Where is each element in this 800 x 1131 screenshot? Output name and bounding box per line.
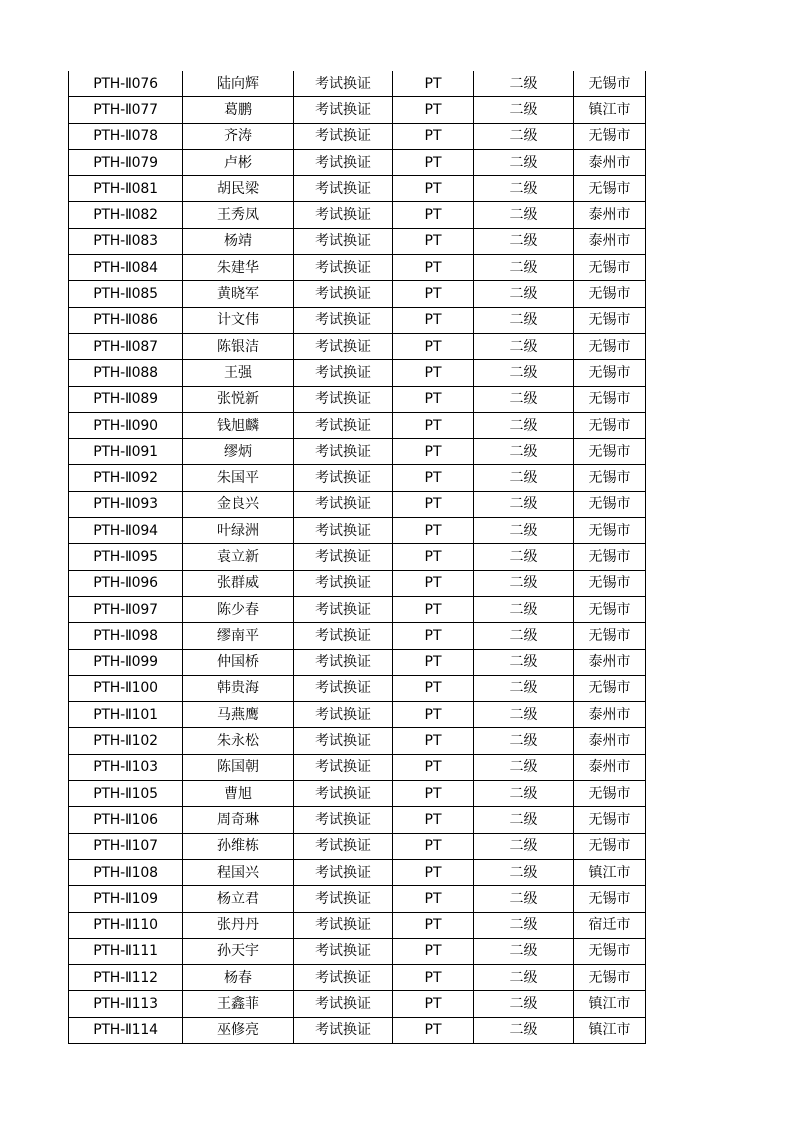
- person-name-cell: 杨立君: [183, 886, 294, 912]
- category-cell: PT: [393, 991, 474, 1017]
- table-row: [69, 491, 646, 517]
- cert-type-cell: 考试换证: [294, 123, 393, 149]
- city-cell: 无锡市: [574, 176, 646, 202]
- cert-type-cell: 考试换证: [294, 281, 393, 307]
- cert-number-cell: PTH-Ⅱ086: [69, 307, 183, 333]
- person-name-cell: 孙天宇: [183, 938, 294, 964]
- category-cell: PT: [393, 623, 474, 649]
- category-cell: PT: [393, 596, 474, 622]
- cert-number-cell: PTH-Ⅱ109: [69, 886, 183, 912]
- table-row: [69, 702, 646, 728]
- level-cell: 二级: [474, 149, 574, 175]
- person-name-cell: 朱建华: [183, 255, 294, 281]
- category-cell: PT: [393, 71, 474, 97]
- cert-type-cell: 考试换证: [294, 938, 393, 964]
- category-cell: PT: [393, 307, 474, 333]
- table-row: [69, 886, 646, 912]
- level-cell: 二级: [474, 702, 574, 728]
- table-row: [69, 728, 646, 754]
- person-name-cell: 陆向辉: [183, 71, 294, 97]
- table-row: [69, 912, 646, 938]
- person-name-cell: 王鑫菲: [183, 991, 294, 1017]
- cert-type-cell: 考试换证: [294, 255, 393, 281]
- person-name-cell: 周奇琳: [183, 807, 294, 833]
- person-name-cell: 齐涛: [183, 123, 294, 149]
- cert-number-cell: PTH-Ⅱ094: [69, 518, 183, 544]
- cert-number-cell: PTH-Ⅱ082: [69, 202, 183, 228]
- table-row: [69, 859, 646, 885]
- category-cell: PT: [393, 386, 474, 412]
- cert-type-cell: 考试换证: [294, 886, 393, 912]
- level-cell: 二级: [474, 255, 574, 281]
- cert-number-cell: PTH-Ⅱ102: [69, 728, 183, 754]
- cert-type-cell: 考试换证: [294, 307, 393, 333]
- category-cell: PT: [393, 491, 474, 517]
- category-cell: PT: [393, 570, 474, 596]
- cert-number-cell: PTH-Ⅱ105: [69, 781, 183, 807]
- table-row: [69, 991, 646, 1017]
- level-cell: 二级: [474, 71, 574, 97]
- level-cell: 二级: [474, 176, 574, 202]
- person-name-cell: 朱永松: [183, 728, 294, 754]
- cert-number-cell: PTH-Ⅱ083: [69, 228, 183, 254]
- cert-type-cell: 考试换证: [294, 518, 393, 544]
- cert-number-cell: PTH-Ⅱ091: [69, 439, 183, 465]
- cert-type-cell: 考试换证: [294, 439, 393, 465]
- cert-type-cell: 考试换证: [294, 149, 393, 175]
- city-cell: 无锡市: [574, 491, 646, 517]
- person-name-cell: 叶绿洲: [183, 518, 294, 544]
- table-row: [69, 255, 646, 281]
- category-cell: PT: [393, 912, 474, 938]
- cert-type-cell: 考试换证: [294, 649, 393, 675]
- cert-type-cell: 考试换证: [294, 386, 393, 412]
- person-name-cell: 杨靖: [183, 228, 294, 254]
- city-cell: 无锡市: [574, 833, 646, 859]
- table-row: [69, 596, 646, 622]
- table-row: [69, 97, 646, 123]
- person-name-cell: 孙维栋: [183, 833, 294, 859]
- level-cell: 二级: [474, 412, 574, 438]
- level-cell: 二级: [474, 938, 574, 964]
- category-cell: PT: [393, 202, 474, 228]
- cert-number-cell: PTH-Ⅱ112: [69, 965, 183, 991]
- cert-number-cell: PTH-Ⅱ096: [69, 570, 183, 596]
- table-row: [69, 360, 646, 386]
- level-cell: 二级: [474, 754, 574, 780]
- person-name-cell: 仲国桥: [183, 649, 294, 675]
- person-name-cell: 计文伟: [183, 307, 294, 333]
- city-cell: 无锡市: [574, 360, 646, 386]
- cert-number-cell: PTH-Ⅱ079: [69, 149, 183, 175]
- cert-number-cell: PTH-Ⅱ106: [69, 807, 183, 833]
- table-row: [69, 544, 646, 570]
- person-name-cell: 金良兴: [183, 491, 294, 517]
- level-cell: 二级: [474, 833, 574, 859]
- city-cell: 无锡市: [574, 518, 646, 544]
- table-row: [69, 176, 646, 202]
- city-cell: 无锡市: [574, 281, 646, 307]
- level-cell: 二级: [474, 1017, 574, 1043]
- category-cell: PT: [393, 176, 474, 202]
- city-cell: 无锡市: [574, 333, 646, 359]
- city-cell: 泰州市: [574, 728, 646, 754]
- person-name-cell: 缪炳: [183, 439, 294, 465]
- category-cell: PT: [393, 807, 474, 833]
- cert-type-cell: 考试换证: [294, 1017, 393, 1043]
- category-cell: PT: [393, 702, 474, 728]
- category-cell: PT: [393, 675, 474, 701]
- city-cell: 宿迁市: [574, 912, 646, 938]
- table-row: [69, 965, 646, 991]
- city-cell: 无锡市: [574, 596, 646, 622]
- cert-number-cell: PTH-Ⅱ090: [69, 412, 183, 438]
- city-cell: 无锡市: [574, 623, 646, 649]
- person-name-cell: 陈国朝: [183, 754, 294, 780]
- category-cell: PT: [393, 544, 474, 570]
- level-cell: 二级: [474, 228, 574, 254]
- category-cell: PT: [393, 281, 474, 307]
- level-cell: 二级: [474, 859, 574, 885]
- cert-number-cell: PTH-Ⅱ095: [69, 544, 183, 570]
- level-cell: 二级: [474, 202, 574, 228]
- city-cell: 无锡市: [574, 886, 646, 912]
- table-row: [69, 281, 646, 307]
- cert-number-cell: PTH-Ⅱ092: [69, 465, 183, 491]
- city-cell: 无锡市: [574, 71, 646, 97]
- cert-number-cell: PTH-Ⅱ085: [69, 281, 183, 307]
- person-name-cell: 胡民梁: [183, 176, 294, 202]
- table-body: [69, 71, 646, 1043]
- category-cell: PT: [393, 886, 474, 912]
- level-cell: 二级: [474, 333, 574, 359]
- category-cell: PT: [393, 859, 474, 885]
- cert-number-cell: PTH-Ⅱ107: [69, 833, 183, 859]
- city-cell: 无锡市: [574, 675, 646, 701]
- cert-type-cell: 考试换证: [294, 833, 393, 859]
- level-cell: 二级: [474, 518, 574, 544]
- city-cell: 无锡市: [574, 965, 646, 991]
- table-row: [69, 807, 646, 833]
- cert-type-cell: 考试换证: [294, 912, 393, 938]
- cert-type-cell: 考试换证: [294, 807, 393, 833]
- cert-type-cell: 考试换证: [294, 176, 393, 202]
- category-cell: PT: [393, 149, 474, 175]
- city-cell: 镇江市: [574, 859, 646, 885]
- level-cell: 二级: [474, 281, 574, 307]
- certificate-table: [68, 71, 646, 1044]
- cert-number-cell: PTH-Ⅱ097: [69, 596, 183, 622]
- city-cell: 无锡市: [574, 781, 646, 807]
- cert-number-cell: PTH-Ⅱ113: [69, 991, 183, 1017]
- person-name-cell: 卢彬: [183, 149, 294, 175]
- category-cell: PT: [393, 518, 474, 544]
- level-cell: 二级: [474, 991, 574, 1017]
- person-name-cell: 张丹丹: [183, 912, 294, 938]
- person-name-cell: 张群威: [183, 570, 294, 596]
- person-name-cell: 马燕鹰: [183, 702, 294, 728]
- table-row: [69, 386, 646, 412]
- city-cell: 泰州市: [574, 149, 646, 175]
- cert-type-cell: 考试换证: [294, 202, 393, 228]
- table-row: [69, 228, 646, 254]
- city-cell: 镇江市: [574, 991, 646, 1017]
- table-row: [69, 123, 646, 149]
- table-row: [69, 149, 646, 175]
- level-cell: 二级: [474, 97, 574, 123]
- cert-type-cell: 考试换证: [294, 754, 393, 780]
- cert-type-cell: 考试换证: [294, 859, 393, 885]
- category-cell: PT: [393, 333, 474, 359]
- level-cell: 二级: [474, 439, 574, 465]
- person-name-cell: 程国兴: [183, 859, 294, 885]
- level-cell: 二级: [474, 596, 574, 622]
- city-cell: 无锡市: [574, 255, 646, 281]
- table-row: [69, 333, 646, 359]
- cert-number-cell: PTH-Ⅱ084: [69, 255, 183, 281]
- cert-type-cell: 考试换证: [294, 360, 393, 386]
- cert-number-cell: PTH-Ⅱ099: [69, 649, 183, 675]
- table-row: [69, 412, 646, 438]
- cert-type-cell: 考试换证: [294, 623, 393, 649]
- cert-type-cell: 考试换证: [294, 71, 393, 97]
- table-row: [69, 71, 646, 97]
- category-cell: PT: [393, 439, 474, 465]
- person-name-cell: 王强: [183, 360, 294, 386]
- level-cell: 二级: [474, 623, 574, 649]
- category-cell: PT: [393, 360, 474, 386]
- city-cell: 泰州市: [574, 702, 646, 728]
- table-row: [69, 833, 646, 859]
- person-name-cell: 王秀凤: [183, 202, 294, 228]
- city-cell: 无锡市: [574, 439, 646, 465]
- city-cell: 无锡市: [574, 938, 646, 964]
- person-name-cell: 张悦新: [183, 386, 294, 412]
- cert-type-cell: 考试换证: [294, 228, 393, 254]
- cert-type-cell: 考试换证: [294, 702, 393, 728]
- level-cell: 二级: [474, 912, 574, 938]
- cert-number-cell: PTH-Ⅱ077: [69, 97, 183, 123]
- cert-type-cell: 考试换证: [294, 596, 393, 622]
- person-name-cell: 巫修亮: [183, 1017, 294, 1043]
- category-cell: PT: [393, 228, 474, 254]
- cert-type-cell: 考试换证: [294, 675, 393, 701]
- table-row: [69, 938, 646, 964]
- category-cell: PT: [393, 465, 474, 491]
- category-cell: PT: [393, 412, 474, 438]
- person-name-cell: 葛鹏: [183, 97, 294, 123]
- cert-type-cell: 考试换证: [294, 412, 393, 438]
- cert-type-cell: 考试换证: [294, 333, 393, 359]
- table-row: [69, 754, 646, 780]
- cert-number-cell: PTH-Ⅱ108: [69, 859, 183, 885]
- person-name-cell: 黄晓军: [183, 281, 294, 307]
- category-cell: PT: [393, 938, 474, 964]
- cert-type-cell: 考试换证: [294, 728, 393, 754]
- cert-number-cell: PTH-Ⅱ101: [69, 702, 183, 728]
- city-cell: 无锡市: [574, 465, 646, 491]
- city-cell: 泰州市: [574, 754, 646, 780]
- cert-number-cell: PTH-Ⅱ100: [69, 675, 183, 701]
- table-row: [69, 570, 646, 596]
- level-cell: 二级: [474, 544, 574, 570]
- person-name-cell: 钱旭麟: [183, 412, 294, 438]
- city-cell: 泰州市: [574, 202, 646, 228]
- level-cell: 二级: [474, 886, 574, 912]
- level-cell: 二级: [474, 491, 574, 517]
- table-row: [69, 307, 646, 333]
- city-cell: 镇江市: [574, 1017, 646, 1043]
- city-cell: 无锡市: [574, 386, 646, 412]
- table-row: [69, 202, 646, 228]
- cert-type-cell: 考试换证: [294, 991, 393, 1017]
- level-cell: 二级: [474, 360, 574, 386]
- level-cell: 二级: [474, 307, 574, 333]
- cert-number-cell: PTH-Ⅱ089: [69, 386, 183, 412]
- category-cell: PT: [393, 1017, 474, 1043]
- person-name-cell: 杨春: [183, 965, 294, 991]
- city-cell: 无锡市: [574, 412, 646, 438]
- level-cell: 二级: [474, 465, 574, 491]
- cert-type-cell: 考试换证: [294, 544, 393, 570]
- level-cell: 二级: [474, 649, 574, 675]
- level-cell: 二级: [474, 807, 574, 833]
- city-cell: 镇江市: [574, 97, 646, 123]
- category-cell: PT: [393, 255, 474, 281]
- cert-type-cell: 考试换证: [294, 781, 393, 807]
- table-row: [69, 1017, 646, 1043]
- city-cell: 无锡市: [574, 807, 646, 833]
- cert-number-cell: PTH-Ⅱ081: [69, 176, 183, 202]
- category-cell: PT: [393, 833, 474, 859]
- person-name-cell: 朱国平: [183, 465, 294, 491]
- table-row: [69, 465, 646, 491]
- person-name-cell: 陈银洁: [183, 333, 294, 359]
- level-cell: 二级: [474, 675, 574, 701]
- cert-number-cell: PTH-Ⅱ098: [69, 623, 183, 649]
- table-row: [69, 518, 646, 544]
- cert-type-cell: 考试换证: [294, 97, 393, 123]
- city-cell: 无锡市: [574, 307, 646, 333]
- cert-number-cell: PTH-Ⅱ111: [69, 938, 183, 964]
- category-cell: PT: [393, 781, 474, 807]
- level-cell: 二级: [474, 965, 574, 991]
- table-row: [69, 781, 646, 807]
- person-name-cell: 袁立新: [183, 544, 294, 570]
- table-row: [69, 439, 646, 465]
- cert-number-cell: PTH-Ⅱ076: [69, 71, 183, 97]
- table-row: [69, 623, 646, 649]
- category-cell: PT: [393, 97, 474, 123]
- cert-type-cell: 考试换证: [294, 570, 393, 596]
- level-cell: 二级: [474, 386, 574, 412]
- level-cell: 二级: [474, 123, 574, 149]
- level-cell: 二级: [474, 781, 574, 807]
- level-cell: 二级: [474, 570, 574, 596]
- city-cell: 无锡市: [574, 123, 646, 149]
- category-cell: PT: [393, 728, 474, 754]
- cert-number-cell: PTH-Ⅱ078: [69, 123, 183, 149]
- person-name-cell: 韩贵海: [183, 675, 294, 701]
- cert-number-cell: PTH-Ⅱ110: [69, 912, 183, 938]
- cert-number-cell: PTH-Ⅱ093: [69, 491, 183, 517]
- level-cell: 二级: [474, 728, 574, 754]
- cert-type-cell: 考试换证: [294, 465, 393, 491]
- cert-number-cell: PTH-Ⅱ103: [69, 754, 183, 780]
- city-cell: 泰州市: [574, 228, 646, 254]
- person-name-cell: 陈少春: [183, 596, 294, 622]
- city-cell: 无锡市: [574, 544, 646, 570]
- category-cell: PT: [393, 754, 474, 780]
- city-cell: 无锡市: [574, 570, 646, 596]
- cert-number-cell: PTH-Ⅱ088: [69, 360, 183, 386]
- cert-number-cell: PTH-Ⅱ087: [69, 333, 183, 359]
- table-row: [69, 649, 646, 675]
- category-cell: PT: [393, 649, 474, 675]
- cert-type-cell: 考试换证: [294, 965, 393, 991]
- city-cell: 泰州市: [574, 649, 646, 675]
- table-row: [69, 675, 646, 701]
- person-name-cell: 缪南平: [183, 623, 294, 649]
- cert-number-cell: PTH-Ⅱ114: [69, 1017, 183, 1043]
- cert-type-cell: 考试换证: [294, 491, 393, 517]
- category-cell: PT: [393, 123, 474, 149]
- category-cell: PT: [393, 965, 474, 991]
- person-name-cell: 曹旭: [183, 781, 294, 807]
